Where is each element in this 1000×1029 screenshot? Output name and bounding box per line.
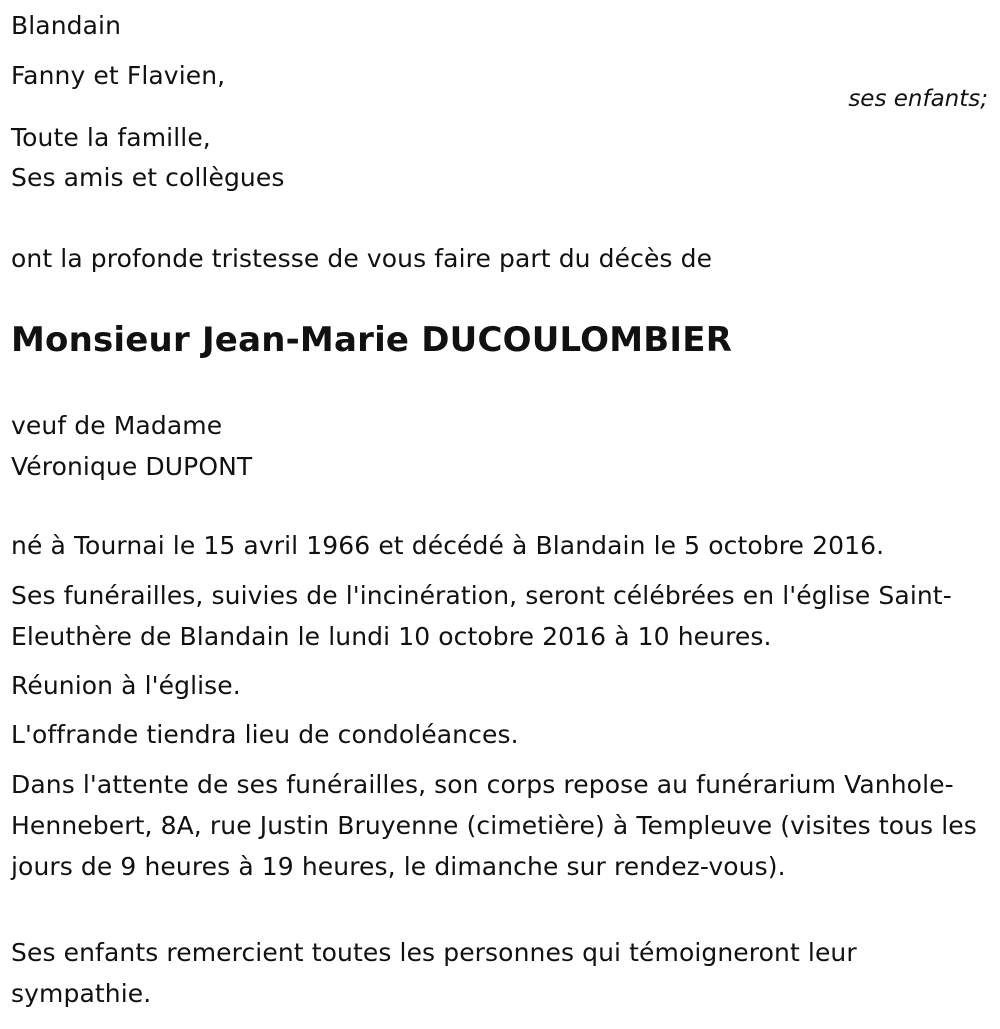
location-text: Blandain xyxy=(11,11,122,40)
family-line: Toute la famille, xyxy=(11,123,211,152)
widower-line-2: Véronique DUPONT xyxy=(11,452,253,481)
meeting-text: Réunion à l'église. xyxy=(11,671,241,700)
widower-line-1: veuf de Madame xyxy=(11,411,223,440)
birth-death-text: né à Tournai le 15 avril 1966 et décédé à Blandain le 5 octobre 2016. xyxy=(11,531,885,560)
funeral-text: Ses funérailles, suivies de l'incinération, seront célébrées en l'église Saint-Eleuthère de Blandain le lundi 10 octobre 2016 à 10 heures. xyxy=(11,581,952,651)
offering-text: L'offrande tiendra lieu de condoléances. xyxy=(11,720,519,749)
thanks-text: Ses enfants remercient toutes les personnes qui témoigneront leur sympathie. xyxy=(11,938,857,1008)
friends-line: Ses amis et collègues xyxy=(11,163,285,192)
intro-line: ont la profonde tristesse de vous faire part du décès de xyxy=(11,244,713,273)
deceased-name: Monsieur Jean-Marie DUCOULOMBIER xyxy=(11,320,733,360)
funeral-home-text: Dans l'attente de ses funérailles, son corps repose au funérarium Vanhole-Hennebert, 8A, rue Justin Bruyenne (cimetière) à Templeuve (visites tous les jours de 9 heures à 19 heures, le dimanche sur rendez-vous). xyxy=(11,770,977,881)
children-names: Fanny et Flavien, xyxy=(11,61,226,90)
children-role: ses enfants; xyxy=(848,86,988,112)
